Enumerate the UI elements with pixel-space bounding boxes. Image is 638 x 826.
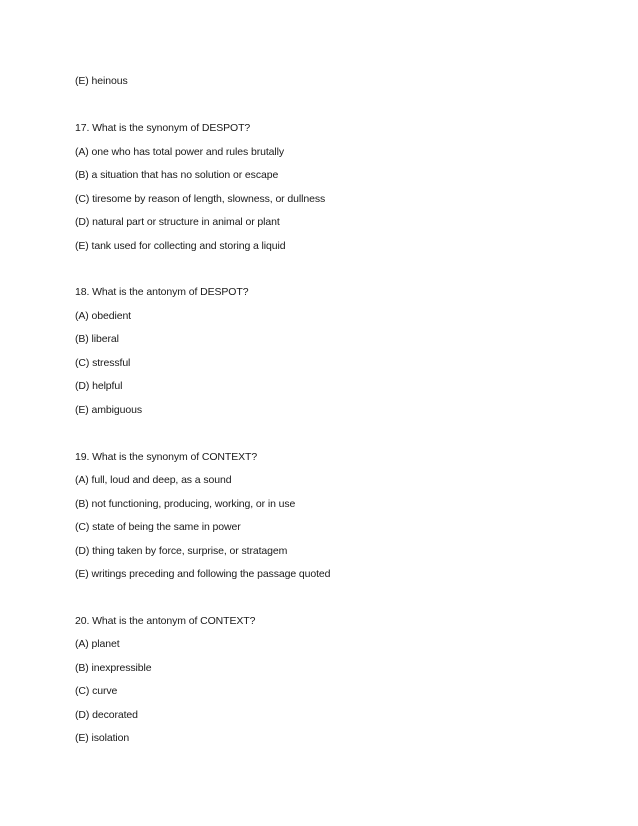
question-18-option-b: (B) liberal (75, 333, 119, 345)
question-20-option-b: (B) inexpressible (75, 662, 152, 674)
question-17-option-b: (B) a situation that has no solution or escape (75, 169, 279, 181)
question-17-prompt: 17. What is the synonym of DESPOT? (75, 122, 251, 134)
question-20-option-e: (E) isolation (75, 732, 130, 744)
question-17-option-d: (D) natural part or structure in animal or plant (75, 216, 280, 228)
option-e-heinous: (E) heinous (75, 75, 128, 87)
question-18-option-c: (C) stressful (75, 357, 131, 369)
question-19-option-a: (A) full, loud and deep, as a sound (75, 474, 232, 486)
question-17-option-e: (E) tank used for collecting and storing a liquid (75, 240, 286, 252)
question-20-option-d: (D) decorated (75, 709, 138, 721)
question-17-option-c: (C) tiresome by reason of length, slowness, or dullness (75, 193, 326, 205)
question-18-option-e: (E) ambiguous (75, 404, 142, 416)
question-17-option-a: (A) one who has total power and rules brutally (75, 146, 285, 158)
question-20-option-a: (A) planet (75, 638, 120, 650)
question-19-option-b: (B) not functioning, producing, working, or in use (75, 498, 296, 510)
question-19-option-c: (C) state of being the same in power (75, 521, 241, 533)
question-20-option-c: (C) curve (75, 685, 118, 697)
question-20-prompt: 20. What is the antonym of CONTEXT? (75, 615, 256, 627)
question-19-option-d: (D) thing taken by force, surprise, or stratagem (75, 545, 288, 557)
question-18-option-a: (A) obedient (75, 310, 132, 322)
question-19-prompt: 19. What is the synonym of CONTEXT? (75, 451, 258, 463)
question-18-option-d: (D) helpful (75, 380, 123, 392)
question-19-option-e: (E) writings preceding and following the passage quoted (75, 568, 331, 580)
question-18-prompt: 18. What is the antonym of DESPOT? (75, 286, 249, 298)
